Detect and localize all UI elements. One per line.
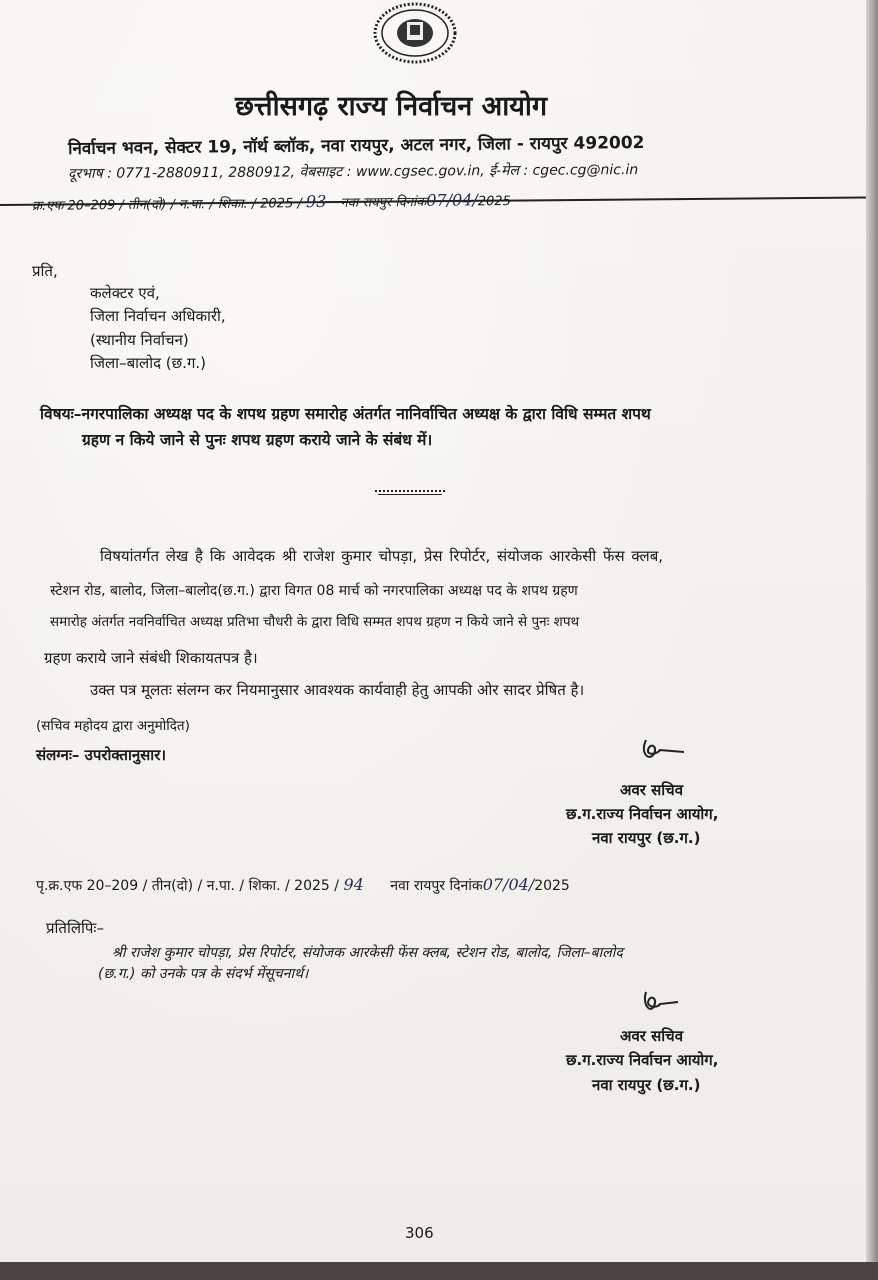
signatory-designation: अवर सचिव — [620, 1027, 684, 1045]
reference-number: 93 — [305, 191, 327, 212]
page-number: 306 — [405, 1224, 434, 1242]
endorsement-reference-line — [36, 875, 570, 895]
signatory-office: छ.ग.राज्य निर्वाचन आयोग, — [566, 1051, 719, 1069]
organization-name: छत्तीसगढ़ राज्य निर्वाचन आयोग — [235, 91, 548, 122]
scan-bottom-edge — [0, 1262, 878, 1280]
copy-recipient-line: (छ.ग.) को उनके पत्र के संदर्भ मेंसूचनार्थ। — [98, 966, 309, 982]
copy-label: प्रतिलिपिः– — [46, 919, 104, 937]
signatory-office: छ.ग.राज्य निर्वाचन आयोग, — [566, 805, 719, 823]
body-paragraph-line: विषयांतर्गत लेख है कि आवेदक श्री राजेश कुमार चोपड़ा, प्रेस रिपोर्टर, संयोजक आरकेसी फेंस क्लब, — [100, 547, 664, 565]
endorsement-year: 2025 — [534, 878, 570, 894]
scan-edge — [866, 0, 878, 1280]
recipient-line: जिला–बालोद (छ.ग.) — [90, 354, 207, 372]
endorsement-date-handwritten: 07/04/ — [482, 875, 535, 894]
signature-1 — [638, 732, 692, 768]
recipient-line: (स्थानीय निर्वाचन) — [90, 331, 189, 349]
signature-2 — [640, 986, 684, 1020]
reference-year: 2025 — [477, 193, 511, 210]
signatory-designation: अवर सचिव — [620, 781, 684, 799]
signatory-place: नवा रायपुर (छ.ग.) — [592, 829, 701, 847]
subject-line-1: विषयः–नगरपालिका अध्यक्ष पद के शपथ ग्रहण समारोह अंतर्गत नानिर्वाचित अध्यक्ष के द्वारा विधि सम्मत शपथ — [40, 405, 651, 423]
organization-address: निर्वाचन भवन, सेक्टर 19, नॉर्थ ब्लॉक, नवा रायपुर, अटल नगर, जिला - रायपुर 492002 — [67, 132, 645, 159]
subject-line-2: ग्रहण न किये जाने से पुनः शपथ ग्रहण कराये जाने के संबंध में। — [82, 431, 433, 449]
recipient-line: जिला निर्वाचन अधिकारी, — [90, 307, 226, 325]
reference-date-label: नवा रायपुर दिनांक — [340, 194, 427, 211]
endorsement-date-label: नवा रायपुर दिनांक — [390, 878, 483, 894]
endorsement-prefix: पृ.क्र.एफ 20–209 / तीन(दो) / न.पा. / शिका. / 2025 / — [36, 878, 339, 894]
enclosure-note: संलग्नः– उपरोक्तानुसार। — [36, 746, 167, 764]
body-paragraph-line: समारोह अंतर्गत नवनिर्वाचित अध्यक्ष प्रतिभा चौधरी के द्वारा विधि सम्मत शपथ ग्रहण न किये जाने से पुनः शपथ — [50, 614, 580, 630]
approval-note: (सचिव महोदय द्वारा अनुमोदित) — [36, 718, 190, 734]
body-paragraph-line: स्टेशन रोड, बालोद, जिला–बालोद(छ.ग.) द्वारा विगत 08 मार्च को नगरपालिका अध्यक्ष पद के शपथ ग्रहण — [50, 583, 578, 599]
recipient-line: कलेक्टर एवं, — [90, 284, 160, 302]
copy-recipient-line: श्री राजेश कुमार चोपड़ा, प्रेस रिपोर्टर, संयोजक आरकेसी फेंस क्लब, स्टेशन रोड, बालोद, जिला–बालोद — [112, 945, 623, 961]
reference-prefix: क्र.एफ 20–209 / तीन(दो) / न.पा. / शिका. / 2025 / — [31, 196, 302, 214]
body-paragraph-line: ग्रहण कराये जाने संबंधी शिकायतपत्र है। — [44, 649, 258, 667]
reference-line — [32, 190, 511, 214]
state-election-commission-emblem — [373, 2, 457, 64]
reference-date-handwritten: 07/04/ — [426, 190, 478, 210]
section-divider — [375, 490, 445, 492]
contact-details: दूरभाष : 0771-2880911, 2880912, वेबसाइट : www.cgsec.gov.in, ई-मेल : cgec.cg@nic.in — [67, 162, 639, 182]
signatory-place: नवा रायपुर (छ.ग.) — [592, 1076, 701, 1094]
body-paragraph-2: उक्त पत्र मूलतः संलग्न कर नियमानुसार आवश्यक कार्यवाही हेतु आपकी ओर सादर प्रेषित है। — [90, 681, 585, 699]
recipient-to: प्रति, — [32, 262, 58, 280]
endorsement-number: 94 — [343, 875, 364, 894]
section-divider-underline — [378, 494, 442, 495]
